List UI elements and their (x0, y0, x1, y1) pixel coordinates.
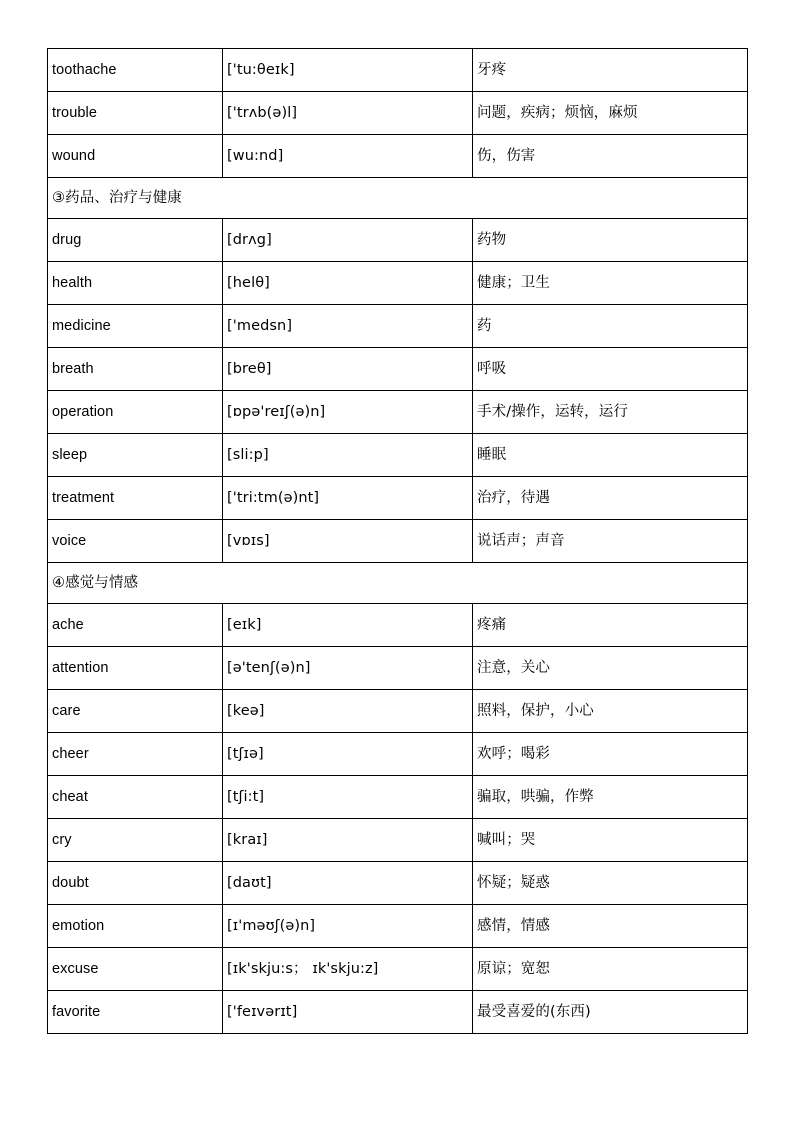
word-cell: voice (48, 520, 223, 563)
phonetic-cell: [wu:nd] (223, 135, 473, 178)
word-cell: sleep (48, 434, 223, 477)
word-cell: cry (48, 819, 223, 862)
word-cell: excuse (48, 948, 223, 991)
table-row (48, 647, 748, 690)
table-row (48, 135, 748, 178)
phonetic-cell: [sli:p] (223, 434, 473, 477)
phonetic-cell: [tʃɪə] (223, 733, 473, 776)
meaning-cell: 疼痛 (473, 604, 748, 647)
meaning-cell: 怀疑；疑惑 (473, 862, 748, 905)
phonetic-cell: [keə] (223, 690, 473, 733)
word-cell: operation (48, 391, 223, 434)
word-cell: health (48, 262, 223, 305)
meaning-cell: 牙疼 (473, 49, 748, 92)
table-row (48, 434, 748, 477)
table-row (48, 819, 748, 862)
word-cell: attention (48, 647, 223, 690)
meaning-cell: 伤，伤害 (473, 135, 748, 178)
table-row (48, 991, 748, 1034)
table-row (48, 948, 748, 991)
table-row (48, 776, 748, 819)
word-cell: treatment (48, 477, 223, 520)
meaning-cell: 注意，关心 (473, 647, 748, 690)
word-cell: favorite (48, 991, 223, 1034)
phonetic-cell: ['feɪvərɪt] (223, 991, 473, 1034)
table-row (48, 690, 748, 733)
word-cell: ache (48, 604, 223, 647)
phonetic-cell: [kraɪ] (223, 819, 473, 862)
phonetic-cell: ['trʌb(ə)l] (223, 92, 473, 135)
phonetic-cell: [tʃi:t] (223, 776, 473, 819)
word-cell: care (48, 690, 223, 733)
meaning-cell: 手术/操作，运转，运行 (473, 391, 748, 434)
meaning-cell: 呼吸 (473, 348, 748, 391)
word-cell: drug (48, 219, 223, 262)
section-header-row (48, 178, 748, 219)
phonetic-cell: [ɪk'skju:s； ɪk'skju:z] (223, 948, 473, 991)
phonetic-cell: ['medsn] (223, 305, 473, 348)
table-row (48, 862, 748, 905)
phonetic-cell: ['tri:tm(ə)nt] (223, 477, 473, 520)
table-row (48, 305, 748, 348)
meaning-cell: 问题，疾病；烦恼，麻烦 (473, 92, 748, 135)
meaning-cell: 感情，情感 (473, 905, 748, 948)
meaning-cell: 治疗，待遇 (473, 477, 748, 520)
table-row (48, 477, 748, 520)
section-header-row (48, 563, 748, 604)
table-row (48, 262, 748, 305)
table-row (48, 219, 748, 262)
table-row (48, 604, 748, 647)
meaning-cell: 说话声；声音 (473, 520, 748, 563)
phonetic-cell: [eɪk] (223, 604, 473, 647)
word-cell: cheat (48, 776, 223, 819)
word-cell: cheer (48, 733, 223, 776)
meaning-cell: 照料，保护，小心 (473, 690, 748, 733)
table-row (48, 348, 748, 391)
section-title: ④感觉与情感 (48, 563, 748, 604)
word-cell: breath (48, 348, 223, 391)
meaning-cell: 原谅；宽恕 (473, 948, 748, 991)
word-cell: wound (48, 135, 223, 178)
meaning-cell: 药物 (473, 219, 748, 262)
word-cell: emotion (48, 905, 223, 948)
table-row (48, 391, 748, 434)
meaning-cell: 睡眠 (473, 434, 748, 477)
meaning-cell: 健康；卫生 (473, 262, 748, 305)
phonetic-cell: [helθ] (223, 262, 473, 305)
phonetic-cell: [drʌg] (223, 219, 473, 262)
section-title: ③药品、治疗与健康 (48, 178, 748, 219)
table-row (48, 92, 748, 135)
phonetic-cell: [ɒpə'reɪʃ(ə)n] (223, 391, 473, 434)
phonetic-cell: ['tu:θeɪk] (223, 49, 473, 92)
phonetic-cell: [ɪ'məʊʃ(ə)n] (223, 905, 473, 948)
phonetic-cell: [daʊt] (223, 862, 473, 905)
meaning-cell: 骗取，哄骗，作弊 (473, 776, 748, 819)
phonetic-cell: [breθ] (223, 348, 473, 391)
meaning-cell: 最受喜爱的(东西) (473, 991, 748, 1034)
vocabulary-table (47, 48, 748, 1034)
word-cell: toothache (48, 49, 223, 92)
table-row (48, 49, 748, 92)
meaning-cell: 药 (473, 305, 748, 348)
phonetic-cell: [vɒɪs] (223, 520, 473, 563)
meaning-cell: 喊叫；哭 (473, 819, 748, 862)
table-row (48, 905, 748, 948)
table-body (48, 49, 748, 1034)
word-cell: medicine (48, 305, 223, 348)
table-row (48, 733, 748, 776)
word-cell: doubt (48, 862, 223, 905)
table-row (48, 520, 748, 563)
word-cell: trouble (48, 92, 223, 135)
phonetic-cell: [ə'tenʃ(ə)n] (223, 647, 473, 690)
meaning-cell: 欢呼；喝彩 (473, 733, 748, 776)
